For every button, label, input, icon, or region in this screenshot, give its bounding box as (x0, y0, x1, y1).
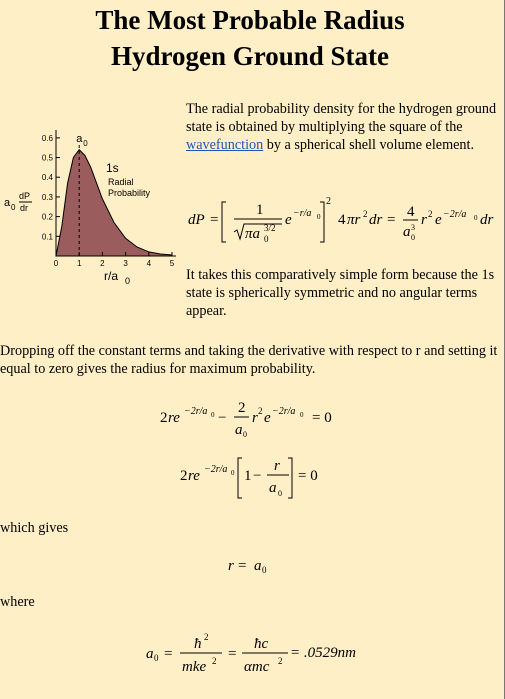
svg-text:r: r (274, 458, 280, 474)
svg-text:= 0: = 0 (312, 410, 332, 426)
bohr-radius-value: = .0529nm (290, 645, 356, 661)
intro-paragraph (186, 100, 501, 154)
svg-text:=: = (210, 212, 219, 228)
svg-text:r: r (421, 212, 427, 228)
svg-text:a: a (254, 558, 262, 574)
svg-text:0: 0 (300, 411, 304, 419)
svg-text:a: a (403, 224, 411, 240)
svg-text:dr: dr (369, 212, 383, 228)
y-tick-label: 0.5 (41, 153, 53, 163)
svg-text:2: 2 (160, 410, 168, 426)
x-tick-label: 4 (146, 259, 152, 268)
svg-text:2: 2 (428, 209, 433, 219)
svg-text:r: r (228, 558, 234, 574)
svg-text:a: a (146, 646, 154, 662)
svg-text:=: = (228, 646, 237, 662)
svg-text:3/2: 3/2 (264, 223, 276, 233)
y-axis-label-dr: dr (20, 203, 29, 213)
svg-text:=: = (238, 558, 247, 574)
x-tick-label: 2 (100, 259, 105, 268)
svg-text:4: 4 (407, 204, 415, 220)
svg-text:ħ: ħ (194, 636, 202, 652)
y-axis-label-dp: dP (19, 191, 31, 201)
y-tick-label: 0.6 (41, 133, 53, 143)
curve-label-1: Radial (108, 177, 134, 187)
title-line-2: Hydrogen Ground State (110, 41, 390, 71)
svg-text:0: 0 (231, 469, 235, 477)
svg-text:dP: dP (188, 212, 205, 228)
svg-text:3: 3 (411, 223, 415, 232)
svg-text:=: = (164, 646, 173, 662)
intro-text-after: by a spherical shell volume element. (263, 137, 474, 153)
x-axis-label: r/a (104, 269, 119, 283)
svg-text:0: 0 (317, 213, 321, 221)
svg-text:0: 0 (264, 234, 269, 244)
svg-text:mke: mke (182, 659, 207, 675)
svg-text:2: 2 (212, 656, 217, 666)
derivative-paragraph: Dropping off the constant terms and taking the derivative with respect to r and setting it equal to zero gives the radius for maximum probability. (0, 343, 498, 377)
svg-text:r: r (252, 410, 258, 426)
a0-marker-sub: 0 (83, 139, 88, 148)
y-tick-label: 0.3 (41, 192, 53, 202)
svg-text:αmc: αmc (244, 659, 270, 675)
svg-text:1: 1 (244, 468, 252, 484)
svg-text:=: = (387, 212, 396, 228)
svg-text:a: a (269, 480, 277, 496)
x-axis-label-sub: 0 (125, 276, 131, 286)
derivative-equation (150, 392, 370, 444)
svg-text:−2r/a: −2r/a (443, 209, 467, 220)
intro-text-before: The radial probability density for the hydrogen ground state is obtained by multiplying the square of the (186, 101, 497, 135)
svg-text:2: 2 (363, 209, 368, 219)
svg-text:2: 2 (180, 468, 188, 484)
y-tick-label: 0.4 (41, 173, 53, 183)
svg-text:−: − (253, 468, 262, 484)
result-equation (222, 552, 282, 576)
y-axis-label-a: a (4, 197, 11, 209)
svg-text:re: re (188, 468, 200, 484)
svg-text:e: e (285, 212, 292, 228)
simple-form-paragraph: It takes this comparatively simple form because the 1s state is spherically symmetric and no angular terms appear. (186, 267, 495, 319)
wavefunction-link[interactable]: wavefunction (186, 137, 264, 153)
svg-text:−: − (218, 410, 227, 426)
svg-text:πr: πr (347, 212, 361, 228)
a0-marker-label: a (76, 133, 83, 145)
radial-density-equation (186, 190, 505, 250)
page-title (0, 2, 500, 74)
where-text: where (0, 594, 35, 610)
svg-text:0: 0 (278, 489, 282, 498)
which-gives-text: which gives (0, 520, 69, 536)
curve-label-2: Probability (108, 188, 151, 198)
x-tick-label: 1 (76, 259, 82, 268)
svg-text:−2r/a: −2r/a (272, 406, 296, 417)
svg-text:2: 2 (204, 632, 209, 642)
svg-text:0: 0 (211, 411, 215, 419)
y-axis-label-sub: 0 (11, 203, 16, 212)
svg-text:0: 0 (262, 565, 267, 575)
svg-text:−2r/a: −2r/a (204, 464, 228, 475)
svg-text:−2r/a: −2r/a (184, 406, 208, 417)
svg-text:2: 2 (258, 406, 263, 416)
svg-text:re: re (168, 410, 180, 426)
svg-text:1: 1 (256, 202, 264, 218)
svg-text:= 0: = 0 (298, 468, 318, 484)
svg-text:4: 4 (338, 212, 346, 228)
svg-text:ħc: ħc (254, 636, 269, 652)
x-tick-label: 5 (169, 259, 175, 268)
svg-text:0: 0 (474, 214, 478, 222)
svg-text:0: 0 (154, 653, 159, 663)
x-tick-label: 3 (123, 259, 128, 268)
title-line-1: The Most Probable Radius (95, 5, 405, 35)
svg-text:0: 0 (411, 233, 415, 242)
factored-equation (170, 448, 370, 504)
svg-text:2: 2 (238, 400, 246, 416)
svg-text:πa: πa (245, 226, 261, 242)
svg-text:−r/a: −r/a (293, 208, 312, 219)
svg-text:dr: dr (480, 212, 494, 228)
svg-text:e: e (435, 212, 442, 228)
y-tick-label: 0.2 (41, 212, 53, 222)
svg-text:2: 2 (278, 656, 283, 666)
svg-text:a: a (235, 422, 243, 438)
svg-text:0: 0 (243, 430, 247, 439)
state-label: 1s (106, 161, 119, 175)
y-tick-label: 0.1 (41, 232, 53, 242)
svg-text:e: e (264, 410, 271, 426)
svg-text:2: 2 (326, 196, 331, 207)
x-tick-label: 0 (53, 259, 59, 268)
radial-probability-chart (0, 128, 180, 288)
